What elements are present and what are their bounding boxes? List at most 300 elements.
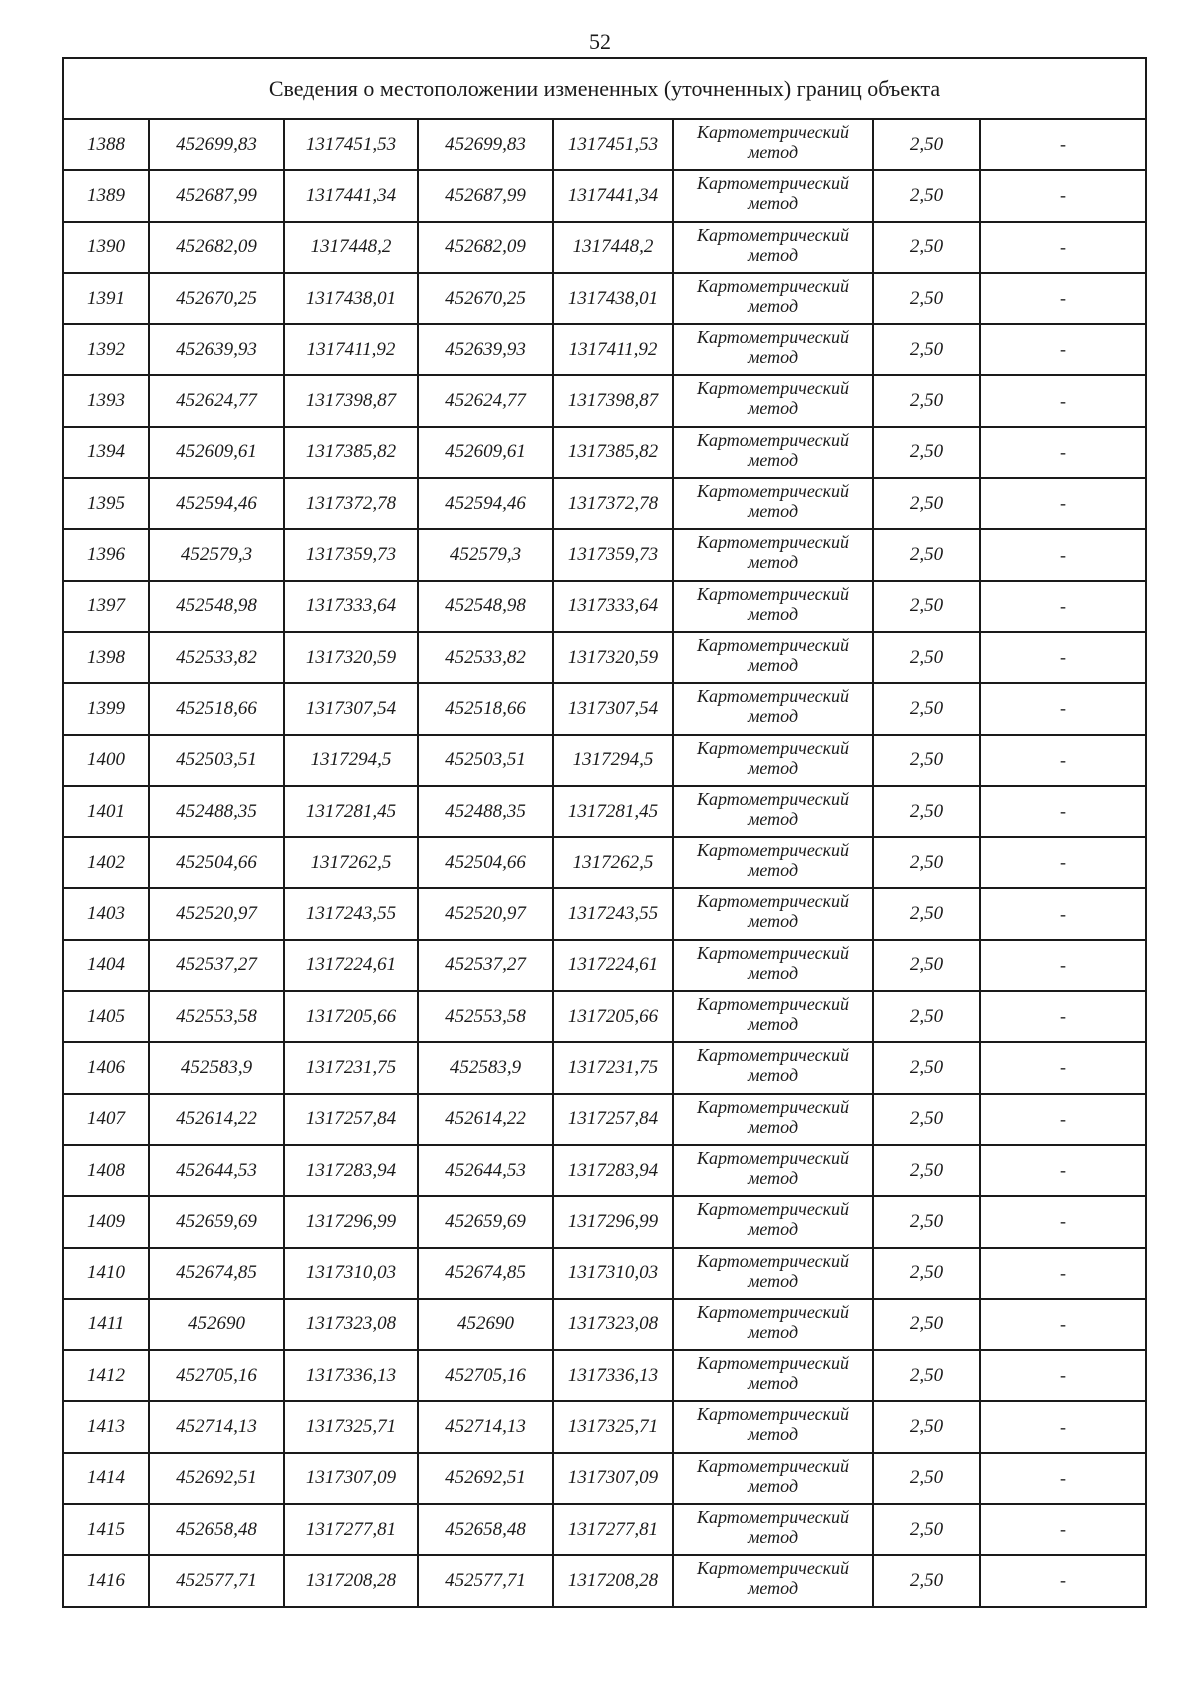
method-cell	[673, 632, 873, 683]
note-cell: -	[980, 222, 1146, 273]
method-line-1: Картометрический	[696, 1147, 849, 1168]
method-line-2: метод	[747, 860, 799, 881]
x-refined-cell: 452682,09	[418, 222, 553, 273]
y-refined-cell: 1317441,34	[553, 170, 673, 221]
table-row	[63, 940, 1146, 991]
method-cell	[673, 1350, 873, 1401]
method-line-1: Картометрический	[696, 891, 849, 912]
method-cell	[673, 888, 873, 939]
accuracy-cell: 2,50	[873, 1299, 980, 1350]
y-refined-cell: 1317359,73	[553, 529, 673, 580]
point-number-cell: 1395	[63, 478, 149, 529]
note-cell: -	[980, 1299, 1146, 1350]
method-line-1: Картометрический	[696, 1455, 849, 1476]
x-refined-cell: 452533,82	[418, 632, 553, 683]
note-cell: -	[980, 581, 1146, 632]
point-number-cell: 1399	[63, 683, 149, 734]
point-number-cell: 1394	[63, 427, 149, 478]
method-cell	[673, 1504, 873, 1555]
table-row	[63, 1555, 1146, 1606]
method-line-2: метод	[747, 347, 799, 368]
x-refined-cell: 452577,71	[418, 1555, 553, 1606]
method-line-1: Картометрический	[696, 1250, 849, 1271]
x-refined-cell: 452594,46	[418, 478, 553, 529]
y-existing-cell: 1317281,45	[284, 786, 418, 837]
accuracy-cell: 2,50	[873, 1350, 980, 1401]
method-line-2: метод	[747, 449, 799, 470]
point-number-cell: 1404	[63, 940, 149, 991]
y-refined-cell: 1317411,92	[553, 324, 673, 375]
method-cell	[673, 581, 873, 632]
y-refined-cell: 1317325,71	[553, 1401, 673, 1452]
x-refined-cell: 452690	[418, 1299, 553, 1350]
accuracy-cell: 2,50	[873, 1401, 980, 1452]
x-refined-cell: 452503,51	[418, 735, 553, 786]
table-row	[63, 991, 1146, 1042]
y-existing-cell: 1317336,13	[284, 1350, 418, 1401]
point-number-cell: 1402	[63, 837, 149, 888]
note-cell: -	[980, 735, 1146, 786]
y-refined-cell: 1317208,28	[553, 1555, 673, 1606]
y-existing-cell: 1317372,78	[284, 478, 418, 529]
method-cell	[673, 735, 873, 786]
x-refined-cell: 452614,22	[418, 1094, 553, 1145]
y-refined-cell: 1317281,45	[553, 786, 673, 837]
x-existing-cell: 452577,71	[149, 1555, 284, 1606]
y-existing-cell: 1317441,34	[284, 170, 418, 221]
note-cell: -	[980, 1453, 1146, 1504]
y-refined-cell: 1317296,99	[553, 1196, 673, 1247]
method-cell	[673, 940, 873, 991]
y-existing-cell: 1317257,84	[284, 1094, 418, 1145]
method-cell	[673, 170, 873, 221]
table-row	[63, 632, 1146, 683]
y-existing-cell: 1317262,5	[284, 837, 418, 888]
table-row	[63, 1248, 1146, 1299]
point-number-cell: 1410	[63, 1248, 149, 1299]
accuracy-cell: 2,50	[873, 478, 980, 529]
y-refined-cell: 1317243,55	[553, 888, 673, 939]
y-existing-cell: 1317411,92	[284, 324, 418, 375]
x-existing-cell: 452609,61	[149, 427, 284, 478]
method-line-2: метод	[747, 706, 799, 727]
x-refined-cell: 452687,99	[418, 170, 553, 221]
x-existing-cell: 452687,99	[149, 170, 284, 221]
method-line-1: Картометрический	[696, 994, 849, 1015]
accuracy-cell: 2,50	[873, 427, 980, 478]
method-line-2: метод	[747, 193, 799, 214]
point-number-cell: 1412	[63, 1350, 149, 1401]
y-refined-cell: 1317336,13	[553, 1350, 673, 1401]
method-line-2: метод	[747, 1014, 799, 1035]
note-cell: -	[980, 478, 1146, 529]
method-cell	[673, 1401, 873, 1452]
accuracy-cell: 2,50	[873, 324, 980, 375]
y-existing-cell: 1317310,03	[284, 1248, 418, 1299]
accuracy-cell: 2,50	[873, 1094, 980, 1145]
x-refined-cell: 452504,66	[418, 837, 553, 888]
point-number-cell: 1408	[63, 1145, 149, 1196]
accuracy-cell: 2,50	[873, 1555, 980, 1606]
method-line-2: метод	[747, 1475, 799, 1496]
table-row	[63, 786, 1146, 837]
method-line-1: Картометрический	[696, 429, 849, 450]
x-refined-cell: 452714,13	[418, 1401, 553, 1452]
point-number-cell: 1414	[63, 1453, 149, 1504]
note-cell: -	[980, 1504, 1146, 1555]
accuracy-cell: 2,50	[873, 1248, 980, 1299]
method-line-2: метод	[747, 808, 799, 829]
table-row	[63, 1196, 1146, 1247]
table-row	[63, 222, 1146, 273]
method-line-1: Картометрический	[696, 173, 849, 194]
x-existing-cell: 452670,25	[149, 273, 284, 324]
table-row	[63, 1401, 1146, 1452]
accuracy-cell: 2,50	[873, 170, 980, 221]
method-cell	[673, 683, 873, 734]
accuracy-cell: 2,50	[873, 273, 980, 324]
method-line-1: Картометрический	[696, 942, 849, 963]
x-refined-cell: 452658,48	[418, 1504, 553, 1555]
table-row	[63, 1350, 1146, 1401]
method-line-2: метод	[747, 244, 799, 265]
method-line-1: Картометрический	[696, 1045, 849, 1066]
point-number-cell: 1398	[63, 632, 149, 683]
method-line-1: Картометрический	[696, 1301, 849, 1322]
y-refined-cell: 1317231,75	[553, 1042, 673, 1093]
x-existing-cell: 452553,58	[149, 991, 284, 1042]
note-cell: -	[980, 1042, 1146, 1093]
note-cell: -	[980, 1196, 1146, 1247]
accuracy-cell: 2,50	[873, 940, 980, 991]
accuracy-cell: 2,50	[873, 222, 980, 273]
y-refined-cell: 1317451,53	[553, 119, 673, 170]
method-line-2: метод	[747, 1116, 799, 1137]
method-line-2: метод	[747, 1424, 799, 1445]
y-refined-cell: 1317257,84	[553, 1094, 673, 1145]
y-existing-cell: 1317325,71	[284, 1401, 418, 1452]
y-refined-cell: 1317320,59	[553, 632, 673, 683]
table-row	[63, 581, 1146, 632]
note-cell: -	[980, 273, 1146, 324]
note-cell: -	[980, 683, 1146, 734]
y-refined-cell: 1317277,81	[553, 1504, 673, 1555]
method-line-1: Картометрический	[696, 1404, 849, 1425]
point-number-cell: 1397	[63, 581, 149, 632]
table-row	[63, 273, 1146, 324]
method-line-1: Картометрический	[696, 634, 849, 655]
method-line-2: метод	[747, 1578, 799, 1599]
method-cell	[673, 324, 873, 375]
point-number-cell: 1411	[63, 1299, 149, 1350]
y-existing-cell: 1317231,75	[284, 1042, 418, 1093]
y-existing-cell: 1317296,99	[284, 1196, 418, 1247]
method-cell	[673, 1555, 873, 1606]
point-number-cell: 1413	[63, 1401, 149, 1452]
note-cell: -	[980, 427, 1146, 478]
method-line-1: Картометрический	[696, 686, 849, 707]
boundary-coordinates-table	[62, 57, 1147, 1608]
table-row	[63, 478, 1146, 529]
accuracy-cell: 2,50	[873, 683, 980, 734]
x-existing-cell: 452692,51	[149, 1453, 284, 1504]
method-line-1: Картометрический	[696, 481, 849, 502]
note-cell: -	[980, 1145, 1146, 1196]
x-existing-cell: 452488,35	[149, 786, 284, 837]
note-cell: -	[980, 170, 1146, 221]
point-number-cell: 1392	[63, 324, 149, 375]
accuracy-cell: 2,50	[873, 735, 980, 786]
x-existing-cell: 452690	[149, 1299, 284, 1350]
table-row	[63, 529, 1146, 580]
x-refined-cell: 452548,98	[418, 581, 553, 632]
note-cell: -	[980, 119, 1146, 170]
x-refined-cell: 452609,61	[418, 427, 553, 478]
point-number-cell: 1401	[63, 786, 149, 837]
x-existing-cell: 452579,3	[149, 529, 284, 580]
method-line-1: Картометрический	[696, 1199, 849, 1220]
method-line-1: Картометрический	[696, 275, 849, 296]
note-cell: -	[980, 888, 1146, 939]
point-number-cell: 1391	[63, 273, 149, 324]
y-refined-cell: 1317307,54	[553, 683, 673, 734]
note-cell: -	[980, 837, 1146, 888]
method-cell	[673, 529, 873, 580]
method-line-1: Картометрический	[696, 378, 849, 399]
table-row	[63, 170, 1146, 221]
x-existing-cell: 452583,9	[149, 1042, 284, 1093]
method-line-2: метод	[747, 1167, 799, 1188]
accuracy-cell: 2,50	[873, 581, 980, 632]
accuracy-cell: 2,50	[873, 991, 980, 1042]
x-refined-cell: 452674,85	[418, 1248, 553, 1299]
table-row	[63, 683, 1146, 734]
method-line-2: метод	[747, 654, 799, 675]
x-existing-cell: 452614,22	[149, 1094, 284, 1145]
y-refined-cell: 1317398,87	[553, 375, 673, 426]
y-refined-cell: 1317294,5	[553, 735, 673, 786]
method-cell	[673, 478, 873, 529]
table-title: Сведения о местоположении измененных (уточненных) границ объекта	[63, 58, 1146, 119]
y-refined-cell: 1317323,08	[553, 1299, 673, 1350]
x-existing-cell: 452533,82	[149, 632, 284, 683]
y-existing-cell: 1317323,08	[284, 1299, 418, 1350]
method-cell	[673, 1145, 873, 1196]
method-line-2: метод	[747, 1321, 799, 1342]
x-refined-cell: 452488,35	[418, 786, 553, 837]
table-row	[63, 837, 1146, 888]
method-line-2: метод	[747, 295, 799, 316]
x-existing-cell: 452674,85	[149, 1248, 284, 1299]
y-existing-cell: 1317438,01	[284, 273, 418, 324]
x-existing-cell: 452682,09	[149, 222, 284, 273]
y-existing-cell: 1317451,53	[284, 119, 418, 170]
accuracy-cell: 2,50	[873, 888, 980, 939]
y-existing-cell: 1317294,5	[284, 735, 418, 786]
method-line-2: метод	[747, 1065, 799, 1086]
point-number-cell: 1396	[63, 529, 149, 580]
point-number-cell: 1409	[63, 1196, 149, 1247]
x-existing-cell: 452705,16	[149, 1350, 284, 1401]
x-refined-cell: 452520,97	[418, 888, 553, 939]
accuracy-cell: 2,50	[873, 529, 980, 580]
x-refined-cell: 452692,51	[418, 1453, 553, 1504]
method-line-1: Картометрический	[696, 122, 849, 142]
point-number-cell: 1406	[63, 1042, 149, 1093]
method-cell	[673, 273, 873, 324]
method-line-2: метод	[747, 501, 799, 522]
note-cell: -	[980, 940, 1146, 991]
note-cell: -	[980, 375, 1146, 426]
method-line-2: метод	[747, 552, 799, 573]
y-refined-cell: 1317224,61	[553, 940, 673, 991]
y-existing-cell: 1317333,64	[284, 581, 418, 632]
x-refined-cell: 452579,3	[418, 529, 553, 580]
y-existing-cell: 1317224,61	[284, 940, 418, 991]
x-refined-cell: 452553,58	[418, 991, 553, 1042]
table-row	[63, 1145, 1146, 1196]
x-existing-cell: 452537,27	[149, 940, 284, 991]
x-existing-cell: 452520,97	[149, 888, 284, 939]
table-row	[63, 119, 1146, 170]
method-line-1: Картометрический	[696, 1558, 849, 1579]
method-cell	[673, 427, 873, 478]
x-existing-cell: 452644,53	[149, 1145, 284, 1196]
point-number-cell: 1416	[63, 1555, 149, 1606]
y-existing-cell: 1317277,81	[284, 1504, 418, 1555]
method-line-2: метод	[747, 1219, 799, 1240]
method-line-2: метод	[747, 757, 799, 778]
method-line-2: метод	[747, 1373, 799, 1394]
y-existing-cell: 1317320,59	[284, 632, 418, 683]
y-refined-cell: 1317385,82	[553, 427, 673, 478]
x-existing-cell: 452699,83	[149, 119, 284, 170]
y-refined-cell: 1317448,2	[553, 222, 673, 273]
method-line-2: метод	[747, 1270, 799, 1291]
x-refined-cell: 452537,27	[418, 940, 553, 991]
y-refined-cell: 1317372,78	[553, 478, 673, 529]
point-number-cell: 1388	[63, 119, 149, 170]
table-row	[63, 1453, 1146, 1504]
note-cell: -	[980, 1094, 1146, 1145]
page-number: 52	[589, 29, 611, 54]
point-number-cell: 1403	[63, 888, 149, 939]
x-existing-cell: 452503,51	[149, 735, 284, 786]
method-line-1: Картометрический	[696, 327, 849, 348]
method-cell	[673, 1248, 873, 1299]
method-line-1: Картометрический	[696, 840, 849, 861]
method-cell	[673, 1196, 873, 1247]
table-row	[63, 1042, 1146, 1093]
method-line-1: Картометрический	[696, 737, 849, 758]
x-refined-cell: 452705,16	[418, 1350, 553, 1401]
method-line-1: Картометрический	[696, 532, 849, 553]
method-line-1: Картометрический	[696, 1507, 849, 1528]
x-refined-cell: 452699,83	[418, 119, 553, 170]
y-existing-cell: 1317448,2	[284, 222, 418, 273]
accuracy-cell: 2,50	[873, 1042, 980, 1093]
note-cell: -	[980, 786, 1146, 837]
table-row	[63, 735, 1146, 786]
y-refined-cell: 1317262,5	[553, 837, 673, 888]
y-existing-cell: 1317398,87	[284, 375, 418, 426]
method-line-1: Картометрический	[696, 583, 849, 604]
note-cell: -	[980, 991, 1146, 1042]
y-refined-cell: 1317307,09	[553, 1453, 673, 1504]
note-cell: -	[980, 1401, 1146, 1452]
method-line-1: Картометрический	[696, 1096, 849, 1117]
method-line-1: Картометрический	[696, 1353, 849, 1374]
table-title-row	[63, 58, 1146, 119]
accuracy-cell: 2,50	[873, 1196, 980, 1247]
point-number-cell: 1407	[63, 1094, 149, 1145]
x-existing-cell: 452659,69	[149, 1196, 284, 1247]
note-cell: -	[980, 1248, 1146, 1299]
point-number-cell: 1393	[63, 375, 149, 426]
method-cell	[673, 786, 873, 837]
table-row	[63, 1299, 1146, 1350]
x-refined-cell: 452518,66	[418, 683, 553, 734]
x-existing-cell: 452714,13	[149, 1401, 284, 1452]
table-row	[63, 375, 1146, 426]
note-cell: -	[980, 1555, 1146, 1606]
y-existing-cell: 1317385,82	[284, 427, 418, 478]
x-refined-cell: 452624,77	[418, 375, 553, 426]
note-cell: -	[980, 632, 1146, 683]
note-cell: -	[980, 1350, 1146, 1401]
x-existing-cell: 452518,66	[149, 683, 284, 734]
point-number-cell: 1415	[63, 1504, 149, 1555]
table-row	[63, 324, 1146, 375]
x-refined-cell: 452639,93	[418, 324, 553, 375]
y-existing-cell: 1317205,66	[284, 991, 418, 1042]
y-refined-cell: 1317310,03	[553, 1248, 673, 1299]
method-line-2: метод	[747, 398, 799, 419]
x-refined-cell: 452644,53	[418, 1145, 553, 1196]
method-cell	[673, 837, 873, 888]
accuracy-cell: 2,50	[873, 632, 980, 683]
point-number-cell: 1405	[63, 991, 149, 1042]
table-row	[63, 1094, 1146, 1145]
method-line-2: метод	[747, 962, 799, 983]
point-number-cell: 1390	[63, 222, 149, 273]
x-existing-cell: 452504,66	[149, 837, 284, 888]
x-existing-cell: 452658,48	[149, 1504, 284, 1555]
y-existing-cell: 1317208,28	[284, 1555, 418, 1606]
y-refined-cell: 1317283,94	[553, 1145, 673, 1196]
accuracy-cell: 2,50	[873, 1504, 980, 1555]
x-refined-cell: 452670,25	[418, 273, 553, 324]
method-line-2: метод	[747, 142, 799, 162]
point-number-cell: 1400	[63, 735, 149, 786]
accuracy-cell: 2,50	[873, 1453, 980, 1504]
method-cell	[673, 991, 873, 1042]
method-cell	[673, 1094, 873, 1145]
x-existing-cell: 452639,93	[149, 324, 284, 375]
y-existing-cell: 1317243,55	[284, 888, 418, 939]
method-cell	[673, 375, 873, 426]
method-cell	[673, 1453, 873, 1504]
x-existing-cell: 452624,77	[149, 375, 284, 426]
x-refined-cell: 452659,69	[418, 1196, 553, 1247]
note-cell: -	[980, 529, 1146, 580]
y-refined-cell: 1317333,64	[553, 581, 673, 632]
y-existing-cell: 1317307,54	[284, 683, 418, 734]
method-line-1: Картометрический	[696, 788, 849, 809]
note-cell: -	[980, 324, 1146, 375]
x-existing-cell: 452548,98	[149, 581, 284, 632]
y-existing-cell: 1317283,94	[284, 1145, 418, 1196]
